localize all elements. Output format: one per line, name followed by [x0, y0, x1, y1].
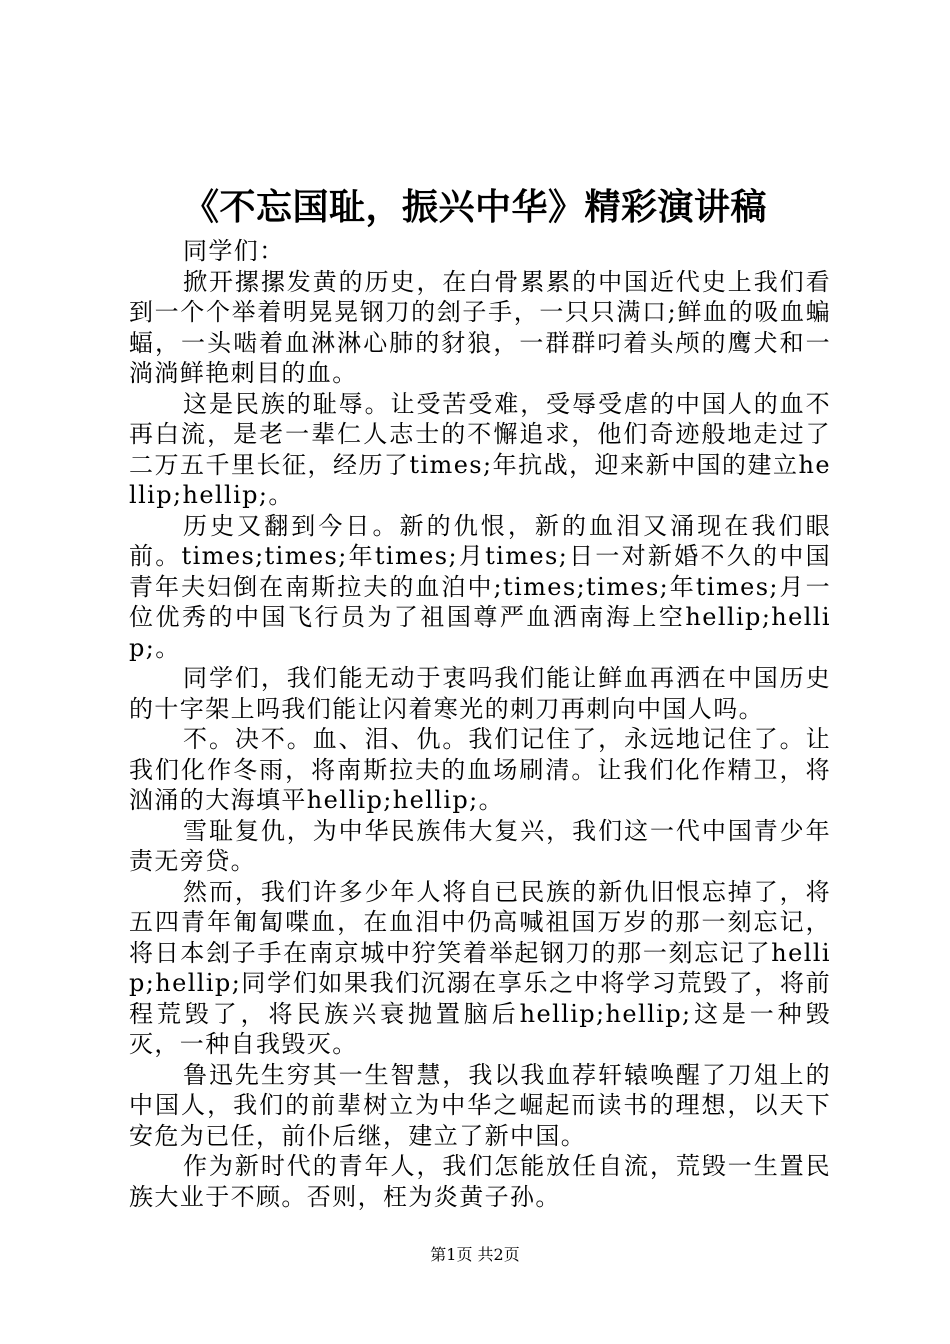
page-number-footer: 第1页 共2页 — [430, 1245, 520, 1264]
salutation-paragraph: 同学们： — [183, 237, 285, 265]
document-title: 《不忘国耻，振兴中华》精彩演讲稿 — [182, 187, 767, 228]
body-paragraph: 然而，我们许多少年人将自已民族的新仇旧恨忘掉了，将五四青年匍匐喋血，在血泪中仍高喊祖国万岁的那一刻忘记，将日本刽子手在南京城中狞笑着举起钢刀的那一刻忘记了hellip;hellip;同学们如果我们沉溺在享乐之中将学习荒毁了，将前程荒毁了，将民族兴衰抛置脑后hellip;hellip;这是一种毁灭，一种自我毁灭。 — [129, 877, 831, 1058]
body-paragraph: 历史又翻到今日。新的仇恨，新的血泪又涌现在我们眼前。times;times;年times;月times;日一对新婚不久的中国青年夫妇倒在南斯拉夫的血泊中;times;times;年times;月一位优秀的中国飞行员为了祖国尊严血洒南海上空hellip;hellip;。 — [129, 511, 831, 662]
body-paragraph: 作为新时代的青年人，我们怎能放任自流，荒毁一生置民族大业于不顾。否则，枉为炎黄子孙。 — [129, 1152, 831, 1211]
body-paragraph: 同学们，我们能无动于衷吗我们能让鲜血再洒在中国历史的十字架上吗我们能让闪着寒光的刺刀再刺向中国人吗。 — [129, 664, 831, 723]
body-paragraph: 掀开摞摞发黄的历史，在白骨累累的中国近代史上我们看到一个个举着明晃晃钢刀的刽子手，一只只满口;鲜血的吸血蝙蝠，一头啮着血淋淋心肺的豺狼，一群群叼着头颅的鹰犬和一淌淌鲜艳刺目的血。 — [129, 267, 831, 387]
body-paragraph: 不。决不。血、泪、仇。我们记住了，永远地记住了。让我们化作冬雨，将南斯拉夫的血场刷清。让我们化作精卫，将汹涌的大海填平hellip;hellip;。 — [129, 725, 831, 814]
body-paragraph: 鲁迅先生穷其一生智慧，我以我血荐轩辕唤醒了刀俎上的中国人，我们的前辈树立为中华之崛起而读书的理想，以天下安危为已任，前仆后继，建立了新中国。 — [129, 1060, 831, 1150]
body-paragraph: 雪耻复仇，为中华民族伟大复兴，我们这一代中国青少年责无旁贷。 — [129, 816, 831, 875]
document-body — [129, 236, 831, 1212]
body-paragraph: 这是民族的耻辱。让受苦受难，受辱受虐的中国人的血不再白流，是老一辈仁人志士的不懈追求，他们奇迹般地走过了二万五千里长征，经历了times;年抗战，迎来新中国的建立hellip;hellip;。 — [129, 389, 831, 509]
